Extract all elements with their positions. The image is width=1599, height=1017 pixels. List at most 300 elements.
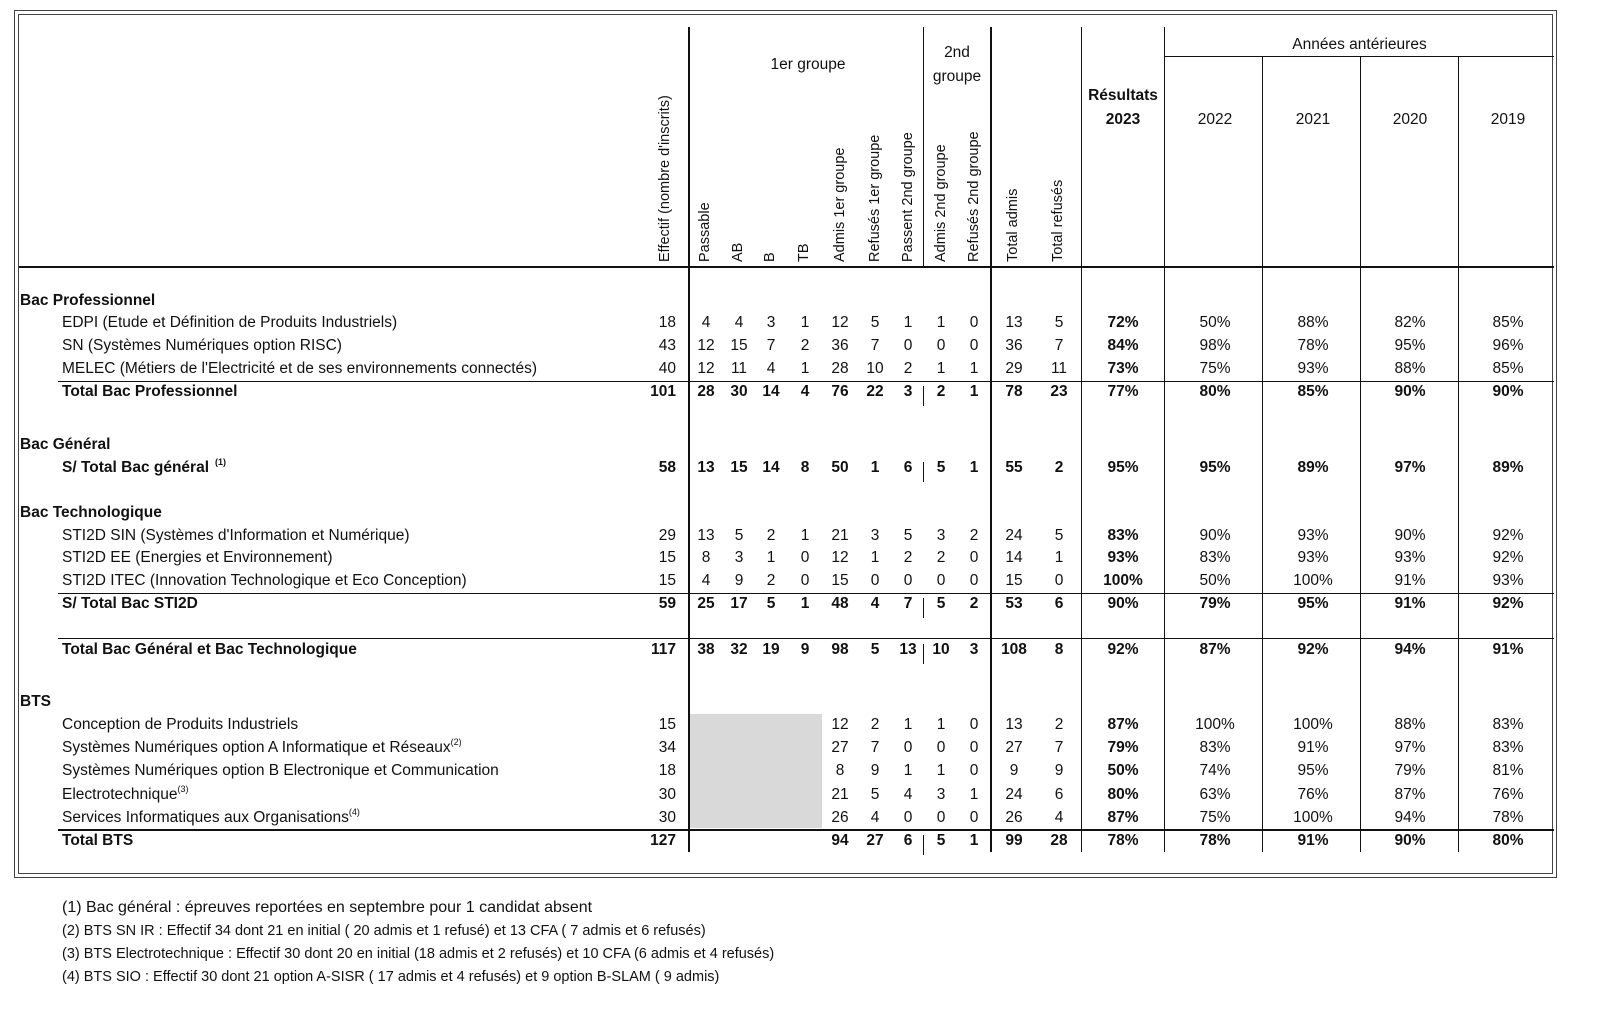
table-cell: 36 xyxy=(831,337,849,354)
row-label xyxy=(62,762,499,780)
section-heading: Bac Professionnel xyxy=(20,292,156,309)
row-label xyxy=(62,809,360,827)
table-cell: 11 xyxy=(1050,360,1068,377)
table-cell: 7 xyxy=(870,739,880,756)
table-cell: 5 xyxy=(936,459,946,476)
table-cell: 92% xyxy=(1492,527,1524,544)
rule-gen-tech-total xyxy=(58,638,1554,639)
table-cell: 80% xyxy=(1199,383,1231,400)
table-cell: 3 xyxy=(870,527,880,544)
total-row-label xyxy=(62,832,133,850)
table-cell: 6 xyxy=(903,459,913,476)
table-cell: 1 xyxy=(969,786,979,803)
header-sub-9: Total admis xyxy=(1005,188,1021,262)
table-cell: 3 xyxy=(903,383,913,400)
table-cell: 50% xyxy=(1107,762,1139,779)
table-cell: 1 xyxy=(936,314,946,331)
table-cell: 90% xyxy=(1107,595,1139,612)
mention-na-block xyxy=(689,714,822,828)
table-cell: 83% xyxy=(1492,716,1524,733)
table-cell: 2 xyxy=(870,716,880,733)
table-cell: 0 xyxy=(903,739,913,756)
header-sub-4: Admis 1er groupe xyxy=(832,147,848,262)
rule-sti2d-total xyxy=(58,593,1554,594)
table-cell: 95% xyxy=(1297,762,1329,779)
table-cell: 4 xyxy=(701,314,711,331)
table-cell: 0 xyxy=(903,809,913,826)
header-sub-3: TB xyxy=(796,243,812,262)
footnote-1: (1) Bac général : épreuves reportées en septembre pour 1 candidat absent xyxy=(62,899,593,916)
table-cell: 97% xyxy=(1394,459,1426,476)
table-cell: 2 xyxy=(800,337,810,354)
table-cell: 91% xyxy=(1394,595,1426,612)
table-cell: 30 xyxy=(658,786,676,803)
total-row-label xyxy=(62,383,237,401)
table-cell: 75% xyxy=(1199,809,1231,826)
row-label xyxy=(62,527,410,545)
table-cell: 13 xyxy=(1005,314,1023,331)
table-cell: 5 xyxy=(936,595,946,612)
table-cell: 15 xyxy=(730,337,748,354)
table-cell: 78 xyxy=(1005,383,1023,400)
row-label xyxy=(62,360,537,378)
table-cell: 24 xyxy=(1005,527,1023,544)
table-cell: 91% xyxy=(1492,641,1524,658)
table-cell: 14 xyxy=(762,383,780,400)
table-cell: 83% xyxy=(1199,549,1231,566)
table-cell: 1 xyxy=(969,459,979,476)
table-cell: 1 xyxy=(1054,549,1064,566)
table-cell: 0 xyxy=(870,572,880,589)
table-cell: 2 xyxy=(969,527,979,544)
vline-before-2020 xyxy=(1360,56,1361,852)
header-sub-7: Admis 2nd groupe xyxy=(933,144,949,262)
table-cell: 0 xyxy=(969,762,979,779)
table-cell: 90% xyxy=(1199,527,1231,544)
table-cell: 1 xyxy=(936,716,946,733)
table-cell: 93% xyxy=(1107,549,1139,566)
vline-before-2021 xyxy=(1262,56,1263,852)
table-cell: 99 xyxy=(1005,832,1023,849)
table-cell: 77% xyxy=(1107,383,1139,400)
table-cell: 78% xyxy=(1107,832,1139,849)
row-label xyxy=(62,739,462,757)
table-cell: 0 xyxy=(969,809,979,826)
table-cell: 95% xyxy=(1297,595,1329,612)
table-cell: 85% xyxy=(1492,360,1524,377)
row-label-text: STI2D ITEC (Innovation Technologique et Eco Conception) xyxy=(62,572,467,589)
row-label-text: Electrotechnique xyxy=(62,786,178,803)
table-cell: 8 xyxy=(1054,641,1064,658)
header-year-2022: 2022 xyxy=(1197,111,1233,128)
header-group2-line1: 2nd xyxy=(944,44,970,61)
table-cell: 73% xyxy=(1107,360,1139,377)
header-effectif: Effectif (nombre d'inscrits) xyxy=(657,95,673,262)
table-cell: 43 xyxy=(658,337,676,354)
table-cell: 1 xyxy=(903,314,913,331)
row-label xyxy=(62,716,298,734)
table-cell: 15 xyxy=(831,572,849,589)
header-sub-2: B xyxy=(762,252,778,262)
footnote-2: (2) BTS SN IR : Effectif 34 dont 21 en initial ( 20 admis et 1 refusé) et 13 CFA ( 7 admis et 6 refusés) xyxy=(62,923,706,939)
table-cell: 0 xyxy=(1054,572,1064,589)
table-cell: 78% xyxy=(1492,809,1524,826)
table-cell: 12 xyxy=(831,314,849,331)
section-heading: Bac Général xyxy=(20,436,111,453)
table-cell: 93% xyxy=(1297,360,1329,377)
table-cell: 4 xyxy=(766,360,776,377)
table-cell: 9 xyxy=(870,762,880,779)
table-cell: 50% xyxy=(1199,314,1231,331)
table-cell: 1 xyxy=(870,459,880,476)
row-label-text: Total BTS xyxy=(62,832,134,849)
table-cell: 94% xyxy=(1394,809,1426,826)
table-cell: 83% xyxy=(1492,739,1524,756)
table-cell: 27 xyxy=(831,739,849,756)
table-cell: 4 xyxy=(701,572,711,589)
table-cell: 3 xyxy=(936,527,946,544)
table-cell: 3 xyxy=(969,641,979,658)
table-cell: 21 xyxy=(831,527,849,544)
table-cell: 1 xyxy=(969,383,979,400)
table-cell: 18 xyxy=(658,314,676,331)
header-year-2019: 2019 xyxy=(1490,111,1526,128)
table-cell: 63% xyxy=(1199,786,1231,803)
footnote-3: (3) BTS Electrotechnique : Effectif 30 dont 20 en initial (18 admis et 2 refusés) et 10 CFA (6 admis et 4 refusés) xyxy=(62,946,775,962)
table-cell: 76 xyxy=(831,383,849,400)
table-cell: 1 xyxy=(800,360,810,377)
row-label xyxy=(62,337,342,355)
table-cell: 5 xyxy=(1054,527,1064,544)
table-cell: 90% xyxy=(1394,527,1426,544)
table-cell: 18 xyxy=(658,762,676,779)
table-cell: 12 xyxy=(697,337,715,354)
footnote-4: (4) BTS SIO : Effectif 30 dont 21 option A-SISR ( 17 admis et 4 refusés) et 9 option B-SLAM ( 9 admis) xyxy=(62,969,720,985)
row-label xyxy=(62,786,188,804)
years-group-rule xyxy=(1164,56,1554,57)
table-cell: 17 xyxy=(730,595,748,612)
table-cell: 1 xyxy=(800,527,810,544)
row-label-text: Conception de Produits Industriels xyxy=(62,716,299,733)
table-cell: 4 xyxy=(870,809,880,826)
table-cell: 94 xyxy=(831,832,849,849)
table-cell: 100% xyxy=(1293,716,1333,733)
table-cell: 9 xyxy=(1009,762,1019,779)
row-label-text: STI2D EE (Energies et Environnement) xyxy=(62,549,333,566)
table-cell: 1 xyxy=(903,716,913,733)
table-cell: 127 xyxy=(650,832,676,849)
table-cell: 100% xyxy=(1293,809,1333,826)
footnote-ref: (4) xyxy=(348,807,360,817)
table-cell: 12 xyxy=(697,360,715,377)
table-cell: 53 xyxy=(1005,595,1023,612)
table-cell: 89% xyxy=(1492,459,1524,476)
table-cell: 26 xyxy=(831,809,849,826)
vline-group2-left xyxy=(923,27,924,267)
table-cell: 78% xyxy=(1297,337,1329,354)
table-cell: 29 xyxy=(658,527,676,544)
row-label xyxy=(62,572,467,590)
table-cell: 97% xyxy=(1394,739,1426,756)
table-cell: 95% xyxy=(1199,459,1231,476)
table-cell: 0 xyxy=(969,337,979,354)
table-cell: 108 xyxy=(1001,641,1027,658)
table-cell: 26 xyxy=(1005,809,1023,826)
table-cell: 27 xyxy=(1005,739,1023,756)
header-sub-10: Total refusés xyxy=(1050,179,1066,262)
table-cell: 5 xyxy=(870,786,880,803)
table-cell: 3 xyxy=(734,549,744,566)
footnote-ref: (2) xyxy=(450,737,462,747)
table-cell: 0 xyxy=(969,549,979,566)
table-cell: 98 xyxy=(831,641,849,658)
rule-bts-total xyxy=(58,829,1554,831)
table-cell: 48 xyxy=(831,595,849,612)
table-cell: 0 xyxy=(936,337,946,354)
total-row-label xyxy=(62,459,226,477)
table-cell: 88% xyxy=(1394,360,1426,377)
table-cell: 15 xyxy=(658,572,676,589)
table-cell: 92% xyxy=(1492,549,1524,566)
table-cell: 93% xyxy=(1297,527,1329,544)
row-label-text: Total Bac Général et Bac Technologique xyxy=(62,641,357,658)
table-cell: 100% xyxy=(1103,572,1143,589)
header-year-2020: 2020 xyxy=(1392,111,1428,128)
table-cell: 7 xyxy=(766,337,776,354)
table-cell: 9 xyxy=(734,572,744,589)
table-cell: 30 xyxy=(730,383,748,400)
footnote-ref: (3) xyxy=(177,784,189,794)
row-label-text: EDPI (Etude et Définition de Produits Industriels) xyxy=(62,314,398,331)
table-cell: 28 xyxy=(1050,832,1068,849)
row-label xyxy=(62,549,333,567)
total-row-label xyxy=(62,641,357,659)
table-cell: 15 xyxy=(658,549,676,566)
table-cell: 8 xyxy=(835,762,845,779)
table-cell: 79% xyxy=(1107,739,1139,756)
table-cell: 0 xyxy=(936,809,946,826)
table-cell: 58 xyxy=(658,459,676,476)
table-cell: 0 xyxy=(936,739,946,756)
table-cell: 100% xyxy=(1195,716,1235,733)
table-cell: 4 xyxy=(734,314,744,331)
table-cell: 13 xyxy=(697,527,715,544)
table-cell: 7 xyxy=(1054,337,1064,354)
table-cell: 84% xyxy=(1107,337,1139,354)
table-cell: 12 xyxy=(831,716,849,733)
table-cell: 88% xyxy=(1394,716,1426,733)
row-label-text: SN (Systèmes Numériques option RISC) xyxy=(62,337,342,354)
table-cell: 1 xyxy=(969,832,979,849)
table-cell: 3 xyxy=(766,314,776,331)
table-cell: 24 xyxy=(1005,786,1023,803)
table-cell: 36 xyxy=(1005,337,1023,354)
table-cell: 4 xyxy=(800,383,810,400)
table-cell: 89% xyxy=(1297,459,1329,476)
table-cell: 74% xyxy=(1199,762,1231,779)
table-cell: 91% xyxy=(1297,739,1329,756)
table-cell: 76% xyxy=(1492,786,1524,803)
table-cell: 27 xyxy=(866,832,884,849)
table-cell: 28 xyxy=(697,383,715,400)
table-cell: 92% xyxy=(1297,641,1329,658)
table-cell: 90% xyxy=(1394,832,1426,849)
table-cell: 21 xyxy=(831,786,849,803)
table-cell: 9 xyxy=(1054,762,1064,779)
row-label xyxy=(62,314,397,332)
table-cell: 1 xyxy=(870,549,880,566)
table-cell: 10 xyxy=(866,360,884,377)
table-cell: 14 xyxy=(1005,549,1023,566)
table-cell: 1 xyxy=(903,762,913,779)
table-cell: 2 xyxy=(1054,716,1064,733)
table-cell: 98% xyxy=(1199,337,1231,354)
table-cell: 0 xyxy=(936,572,946,589)
table-cell: 94% xyxy=(1394,641,1426,658)
table-cell: 9 xyxy=(800,641,810,658)
table-cell: 101 xyxy=(650,383,676,400)
header-results-line1: Résultats xyxy=(1088,87,1158,104)
row-label-text: STI2D SIN (Systèmes d'Information et Numérique) xyxy=(62,527,410,544)
section-heading: BTS xyxy=(20,693,51,710)
row-label-text: S/ Total Bac général xyxy=(62,459,210,476)
table-cell: 32 xyxy=(730,641,748,658)
table-cell: 85% xyxy=(1492,314,1524,331)
table-cell: 5 xyxy=(870,641,880,658)
table-cell: 28 xyxy=(831,360,849,377)
table-cell: 1 xyxy=(800,314,810,331)
row-label-text: MELEC (Métiers de l'Electricité et de ses environnements connectés) xyxy=(62,360,538,377)
row-label-text: S/ Total Bac STI2D xyxy=(62,595,198,612)
header-year-2021: 2021 xyxy=(1295,111,1331,128)
table-cell: 90% xyxy=(1492,383,1524,400)
header-results-line2: 2023 xyxy=(1105,111,1141,128)
row-label-text: Services Informatiques aux Organisations xyxy=(62,809,349,826)
table-cell: 100% xyxy=(1293,572,1333,589)
header-previous-years: Années antérieures xyxy=(1292,36,1427,53)
table-cell: 50 xyxy=(831,459,849,476)
table-cell: 88% xyxy=(1297,314,1329,331)
table-cell: 95% xyxy=(1107,459,1139,476)
table-cell: 11 xyxy=(730,360,748,377)
footnote-ref: (1) xyxy=(215,457,227,467)
table-cell: 83% xyxy=(1107,527,1139,544)
total-row-label xyxy=(62,595,198,613)
table-cell: 87% xyxy=(1199,641,1231,658)
table-cell: 8 xyxy=(701,549,711,566)
table-cell: 2 xyxy=(936,549,946,566)
table-cell: 1 xyxy=(800,595,810,612)
table-cell: 90% xyxy=(1394,383,1426,400)
rule-total-pro xyxy=(58,381,1554,382)
table-cell: 55 xyxy=(1005,459,1023,476)
table-cell: 1 xyxy=(766,549,776,566)
table-cell: 85% xyxy=(1297,383,1329,400)
table-cell: 80% xyxy=(1492,832,1524,849)
table-cell: 4 xyxy=(903,786,913,803)
table-cell: 83% xyxy=(1199,739,1231,756)
table-cell: 15 xyxy=(1005,572,1023,589)
table-cell: 92% xyxy=(1107,641,1139,658)
table-cell: 14 xyxy=(762,459,780,476)
table-cell: 7 xyxy=(870,337,880,354)
header-sub-6: Passent 2nd groupe xyxy=(900,132,916,262)
table-cell: 0 xyxy=(903,337,913,354)
table-cell: 3 xyxy=(936,786,946,803)
section-heading: Bac Technologique xyxy=(20,504,162,521)
header-group2-line2: groupe xyxy=(932,68,982,85)
table-cell: 2 xyxy=(766,572,776,589)
header-bottom-rule xyxy=(19,266,1554,268)
table-cell: 50% xyxy=(1199,572,1231,589)
header-group1: 1er groupe xyxy=(770,56,846,73)
table-cell: 2 xyxy=(1054,459,1064,476)
table-cell: 30 xyxy=(658,809,676,826)
table-cell: 79% xyxy=(1199,595,1231,612)
table-cell: 6 xyxy=(1054,786,1064,803)
table-cell: 1 xyxy=(936,360,946,377)
table-cell: 59 xyxy=(658,595,676,612)
table-cell: 80% xyxy=(1107,786,1139,803)
table-cell: 91% xyxy=(1297,832,1329,849)
table-cell: 5 xyxy=(936,832,946,849)
table-cell: 5 xyxy=(903,527,913,544)
table-cell: 0 xyxy=(969,739,979,756)
table-cell: 0 xyxy=(969,314,979,331)
table-cell: 22 xyxy=(866,383,884,400)
table-cell: 5 xyxy=(734,527,744,544)
table-cell: 0 xyxy=(800,549,810,566)
table-cell: 2 xyxy=(969,595,979,612)
table-cell: 23 xyxy=(1050,383,1068,400)
table-cell: 5 xyxy=(1054,314,1064,331)
table-cell: 95% xyxy=(1394,337,1426,354)
table-cell: 1 xyxy=(936,762,946,779)
vline-before-2019 xyxy=(1458,56,1459,852)
table-cell: 79% xyxy=(1394,762,1426,779)
table-cell: 15 xyxy=(730,459,748,476)
header-sub-1: AB xyxy=(730,242,746,262)
table-cell: 0 xyxy=(800,572,810,589)
table-cell: 12 xyxy=(831,549,849,566)
table-cell: 13 xyxy=(899,641,917,658)
row-label-text: Systèmes Numériques option B Electronique et Communication xyxy=(62,762,499,779)
table-cell: 92% xyxy=(1492,595,1524,612)
table-cell: 87% xyxy=(1107,716,1139,733)
table-cell: 2 xyxy=(936,383,946,400)
row-label-text: Total Bac Professionnel xyxy=(62,383,238,400)
table-cell: 2 xyxy=(766,527,776,544)
table-cell: 87% xyxy=(1394,786,1426,803)
table-cell: 2 xyxy=(903,360,913,377)
table-cell: 40 xyxy=(658,360,676,377)
row-label-text: Systèmes Numériques option A Informatique et Réseaux xyxy=(62,739,451,756)
table-cell: 81% xyxy=(1492,762,1524,779)
table-cell: 4 xyxy=(870,595,880,612)
table-cell: 7 xyxy=(903,595,913,612)
table-cell: 29 xyxy=(1005,360,1023,377)
table-cell: 5 xyxy=(766,595,776,612)
table-cell: 91% xyxy=(1394,572,1426,589)
table-cell: 38 xyxy=(697,641,715,658)
table-cell: 0 xyxy=(969,716,979,733)
header-sub-5: Refusés 1er groupe xyxy=(867,134,883,262)
table-cell: 13 xyxy=(1005,716,1023,733)
table-cell: 93% xyxy=(1394,549,1426,566)
table-cell: 117 xyxy=(650,641,676,658)
vline-after-effectif xyxy=(688,27,690,852)
table-cell: 15 xyxy=(658,716,676,733)
